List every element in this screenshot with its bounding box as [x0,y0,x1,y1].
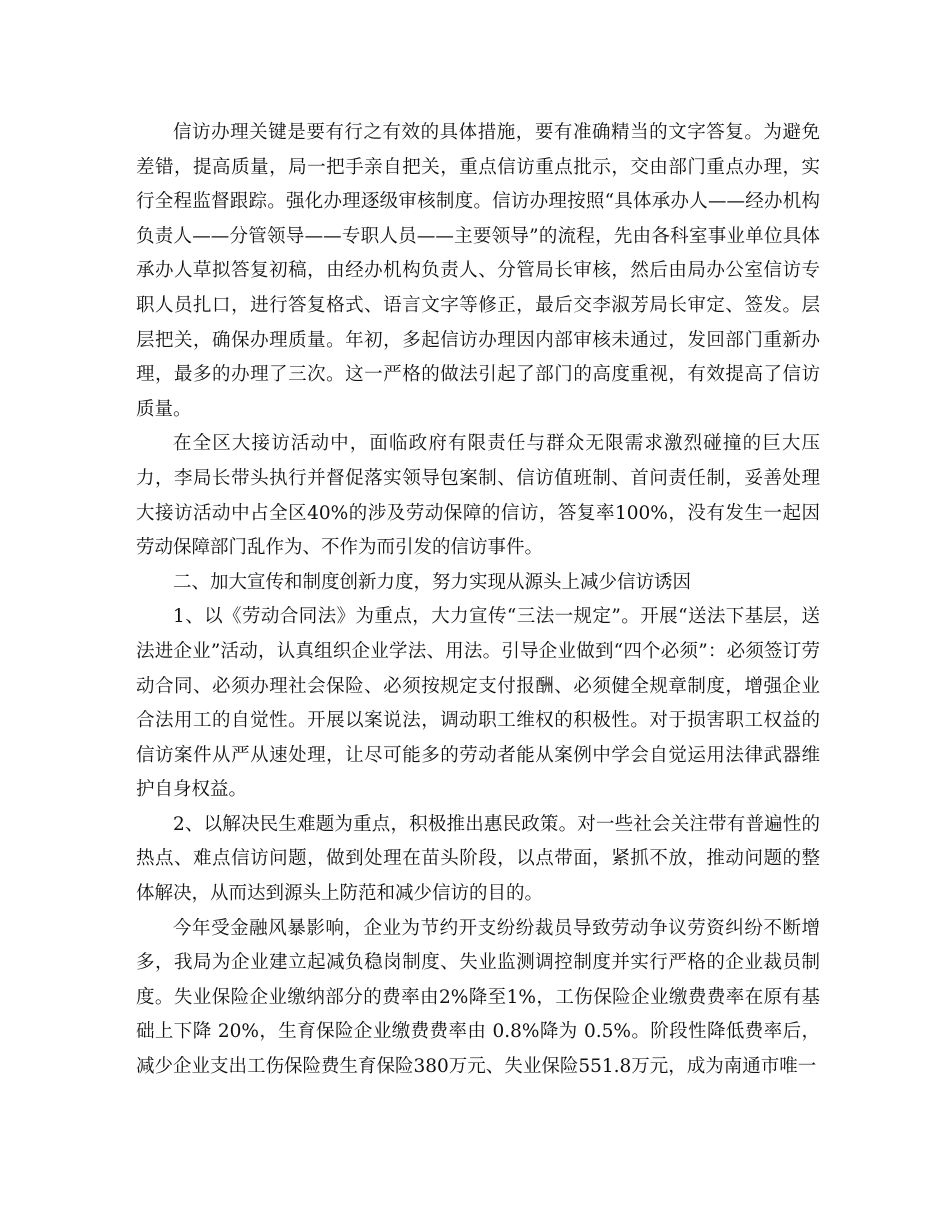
paragraph-livelihood-issues: 2、以解决民生难题为重点，积极推出惠民政策。对一些社会关注带有普遍性的热点、难点信访问题，做到处理在苗头阶段，以点带面，紧抓不放，推动问题的整体解决，从而达到源头上防范和减少信访的目的。 [136,813,820,905]
section-heading-two: 二、加大宣传和制度创新力度，努力实现从源头上减少信访诱因 [173,571,692,593]
paragraph-financial-crisis: 今年受金融风暴影响，企业为节约开支纷纷裁员导致劳动争议劳资纠纷不断增多，我局为企业建立起减负稳岗制度、失业监测调控制度并实行严格的企业裁员制度。失业保险企业缴纳部分的费率由2%降至1%，工伤保险企业缴费费率在原有基础上下降 20%，生育保险企业缴费费率由 0.8%降为 0.5%。阶段性降低费率后，减少企业支出工伤保险费生育保险380万元、失业保险551.8万元，成为南通市唯一 [136,917,820,1078]
paragraph-complaint-handling: 信访办理关键是要有行之有效的具体措施，要有准确精当的文字答复。为避免差错，提高质量，局一把手亲自把关，重点信访重点批示，交由部门重点办理，实行全程监督跟踪。强化办理逐级审核制度。信访办理按照“具体承办人——经办机构负责人——分管领导——专职人员——主要领导”的流程，先由各科室事业单位具体承办人草拟答复初稿，由经办机构负责人、分管局长审核，然后由局办公室信访专职人员扎口，进行答复格式、语言文字等修正，最后交李淑芳局长审定、签发。层层把关，确保办理质量。年初，多起信访办理因内部审核未通过，发回部门重新办理，最多的办理了三次。这一严格的做法引起了部门的高度重视，有效提高了信访质量。 [136,122,820,420]
paragraph-reception-activity: 在全区大接访活动中，面临政府有限责任与群众无限需求激烈碰撞的巨大压力，李局长带头执行并督促落实领导包案制、信访值班制、首问责任制，妥善处理大接访活动中占全区40%的涉及劳动保障的信访，答复率100%，没有发生一起因劳动保障部门乱作为、不作为而引发的信访事件。 [136,433,820,559]
document-body [136,116,820,1085]
paragraph-labor-contract-law: 1、以《劳动合同法》为重点，大力宣传“三法一规定”。开展“送法下基层，送法进企业”活动，认真组织企业学法、用法。引导企业做到“四个必须”：必须签订劳动合同、必须办理社会保险、必须按规定支付报酬、必须健全规章制度，增强企业合法用工的自觉性。开展以案说法，调动职工维权的积极性。对于损害职工权益的信访案件从严从速处理，让尽可能多的劳动者能从案例中学会自觉运用法律武器维护自身权益。 [136,606,820,801]
